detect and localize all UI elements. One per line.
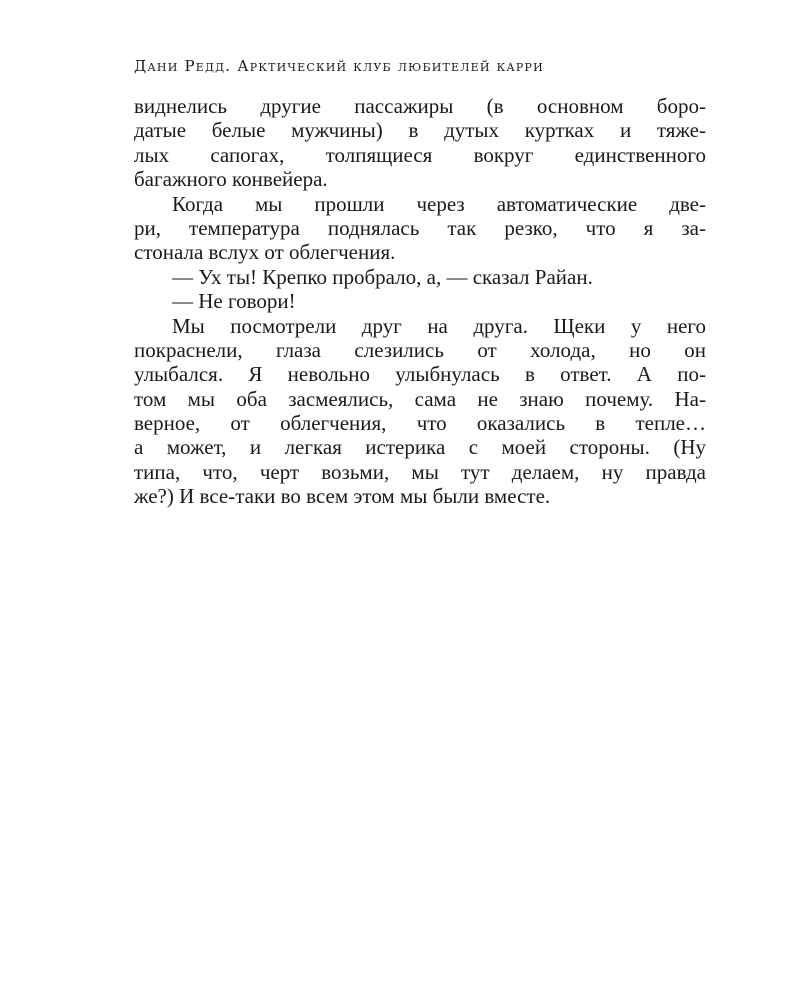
text-line: же?) И все-таки во всем этом мы были вместе. bbox=[134, 484, 551, 509]
text-line: ри, температура поднялась так резко, что я за- bbox=[134, 215, 706, 240]
text-line: виднелись другие пассажиры (в основном боро- bbox=[134, 94, 706, 118]
running-head: Дани Редд. Арктический клуб любителей карри bbox=[134, 57, 544, 75]
text-line: верное, от облегчения, что оказались в тепле… bbox=[134, 411, 706, 436]
text-line: — Не говори! bbox=[172, 289, 296, 314]
text-line: а может, и легкая истерика с моей стороны. (Ну bbox=[134, 435, 706, 460]
paragraph bbox=[134, 192, 706, 265]
text-line: том мы оба засмеялись, сама не знаю почему. На- bbox=[134, 386, 706, 411]
body-text bbox=[134, 94, 706, 509]
text-line: улыбался. Я невольно улыбнулась в ответ. А по- bbox=[134, 362, 706, 387]
text-line: лых сапогах, толпящиеся вокруг единственного bbox=[134, 142, 706, 167]
dialogue-line bbox=[134, 265, 706, 289]
text-line: — Ух ты! Крепко пробрало, а, — сказал Райан. bbox=[172, 264, 593, 289]
text-line: датые белые мужчины) в дутых куртках и тяже- bbox=[134, 118, 706, 143]
text-line: покраснели, глаза слезились от холода, но он bbox=[134, 337, 706, 362]
text-line: багажного конвейера. bbox=[134, 167, 328, 192]
text-line: Мы посмотрели друг на друга. Щеки у него bbox=[172, 313, 706, 338]
paragraph bbox=[134, 314, 706, 509]
dialogue-line bbox=[134, 289, 706, 313]
text-line: Когда мы прошли через автоматические две- bbox=[172, 191, 706, 216]
paragraph bbox=[134, 94, 706, 192]
text-line: типа, что, черт возьми, мы тут делаем, ну правда bbox=[134, 459, 706, 484]
text-line: стонала вслух от облегчения. bbox=[134, 240, 396, 265]
